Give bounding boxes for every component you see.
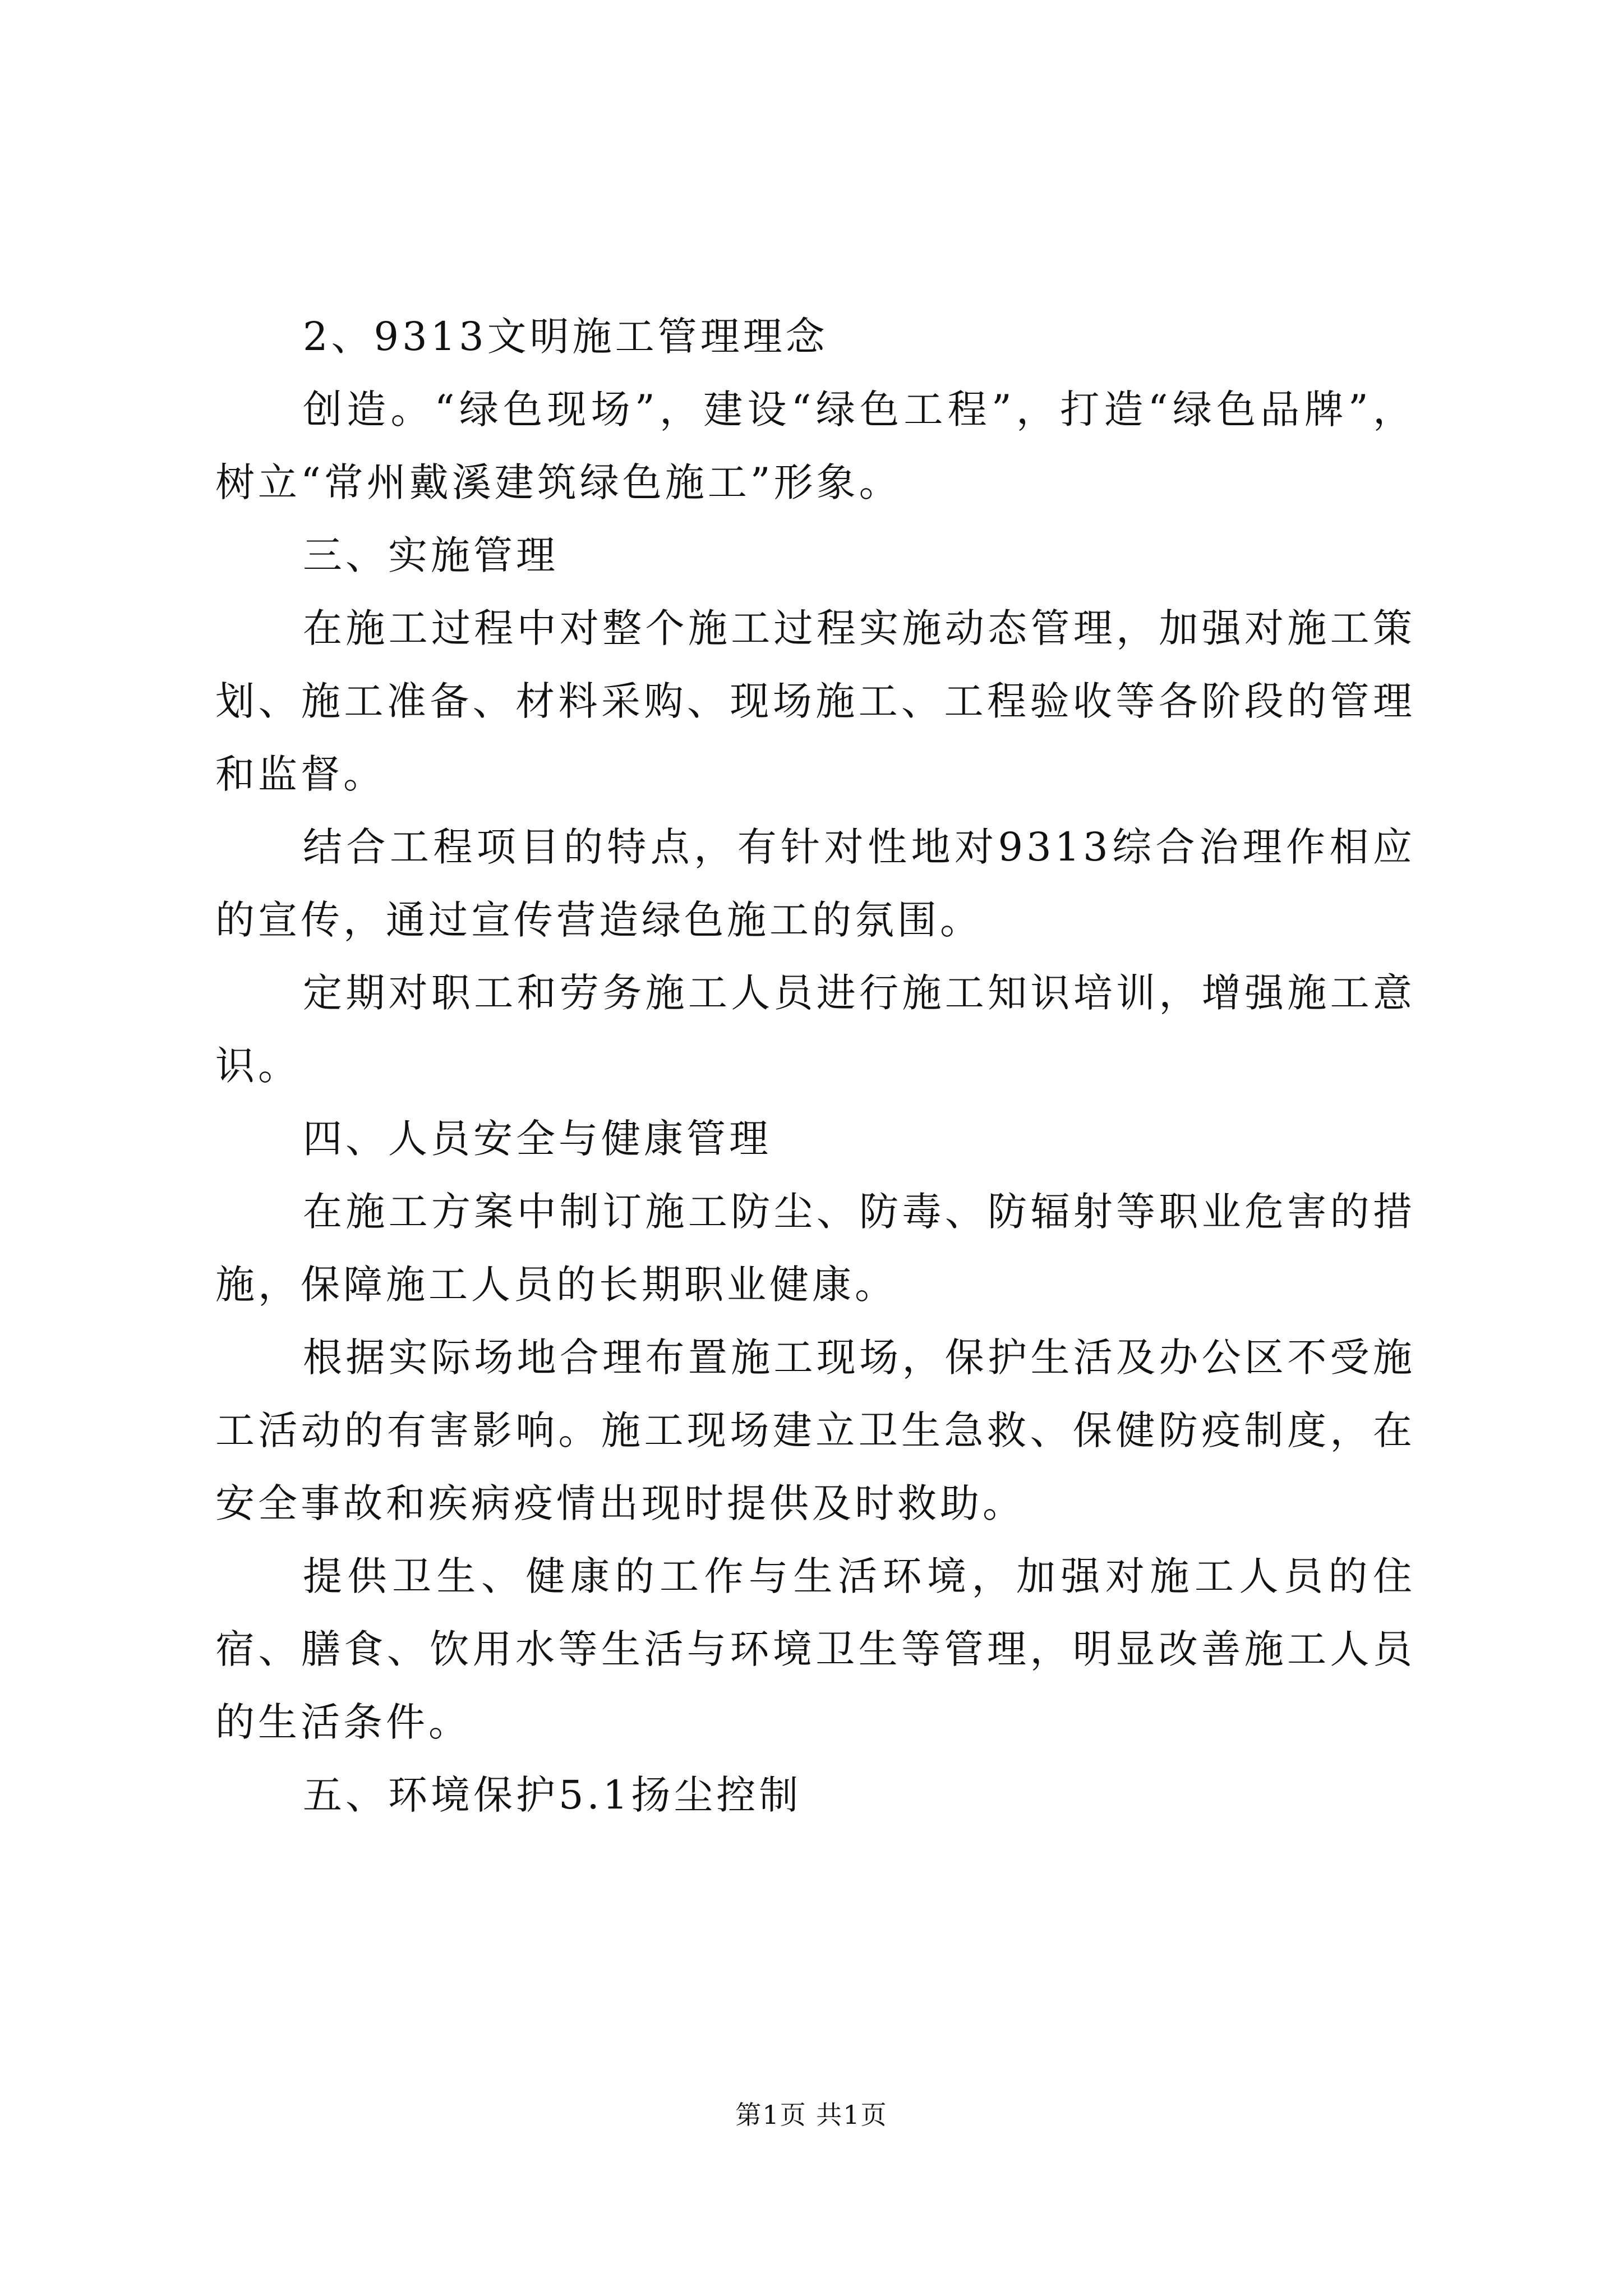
paragraph: 在施工过程中对整个施工过程实施动态管理，加强对施工策划、施工准备、材料采购、现场施工、工程验收等各阶段的管理和监督。 <box>215 605 1415 797</box>
paragraph: 2、9313文明施工管理理念 <box>303 314 828 360</box>
document-body <box>215 300 1415 1832</box>
paragraph: 根据实际场地合理布置施工现场，保护生活及办公区不受施工活动的有害影响。施工现场建立卫生急救、保健防疫制度，在安全事故和疾病疫情出现时提供及时救助。 <box>215 1335 1415 1526</box>
section-heading: 四、人员安全与健康管理 <box>303 1116 772 1162</box>
section-heading: 三、实施管理 <box>303 532 559 578</box>
section-heading: 五、环境保护5.1扬尘控制 <box>303 1772 802 1818</box>
paragraph: 创造。“绿色现场”，建设“绿色工程”，打造“绿色品牌”，树立“常州戴溪建筑绿色施工”形象。 <box>215 386 1415 505</box>
paragraph: 在施工方案中制订施工防尘、防毒、防辐射等职业危害的措施，保障施工人员的长期职业健康。 <box>215 1189 1415 1308</box>
paragraph: 定期对职工和劳务施工人员进行施工知识培训，增强施工意识。 <box>215 970 1415 1089</box>
paragraph: 结合工程项目的特点，有针对性地对9313综合治理作相应的宣传，通过宣传营造绿色施工的氛围。 <box>215 824 1415 943</box>
paragraph: 提供卫生、健康的工作与生活环境，加强对施工人员的住宿、膳食、饮用水等生活与环境卫生等管理，明显改善施工人员的生活条件。 <box>215 1553 1415 1745</box>
page-footer: 第1页 共1页 <box>735 2100 888 2130</box>
